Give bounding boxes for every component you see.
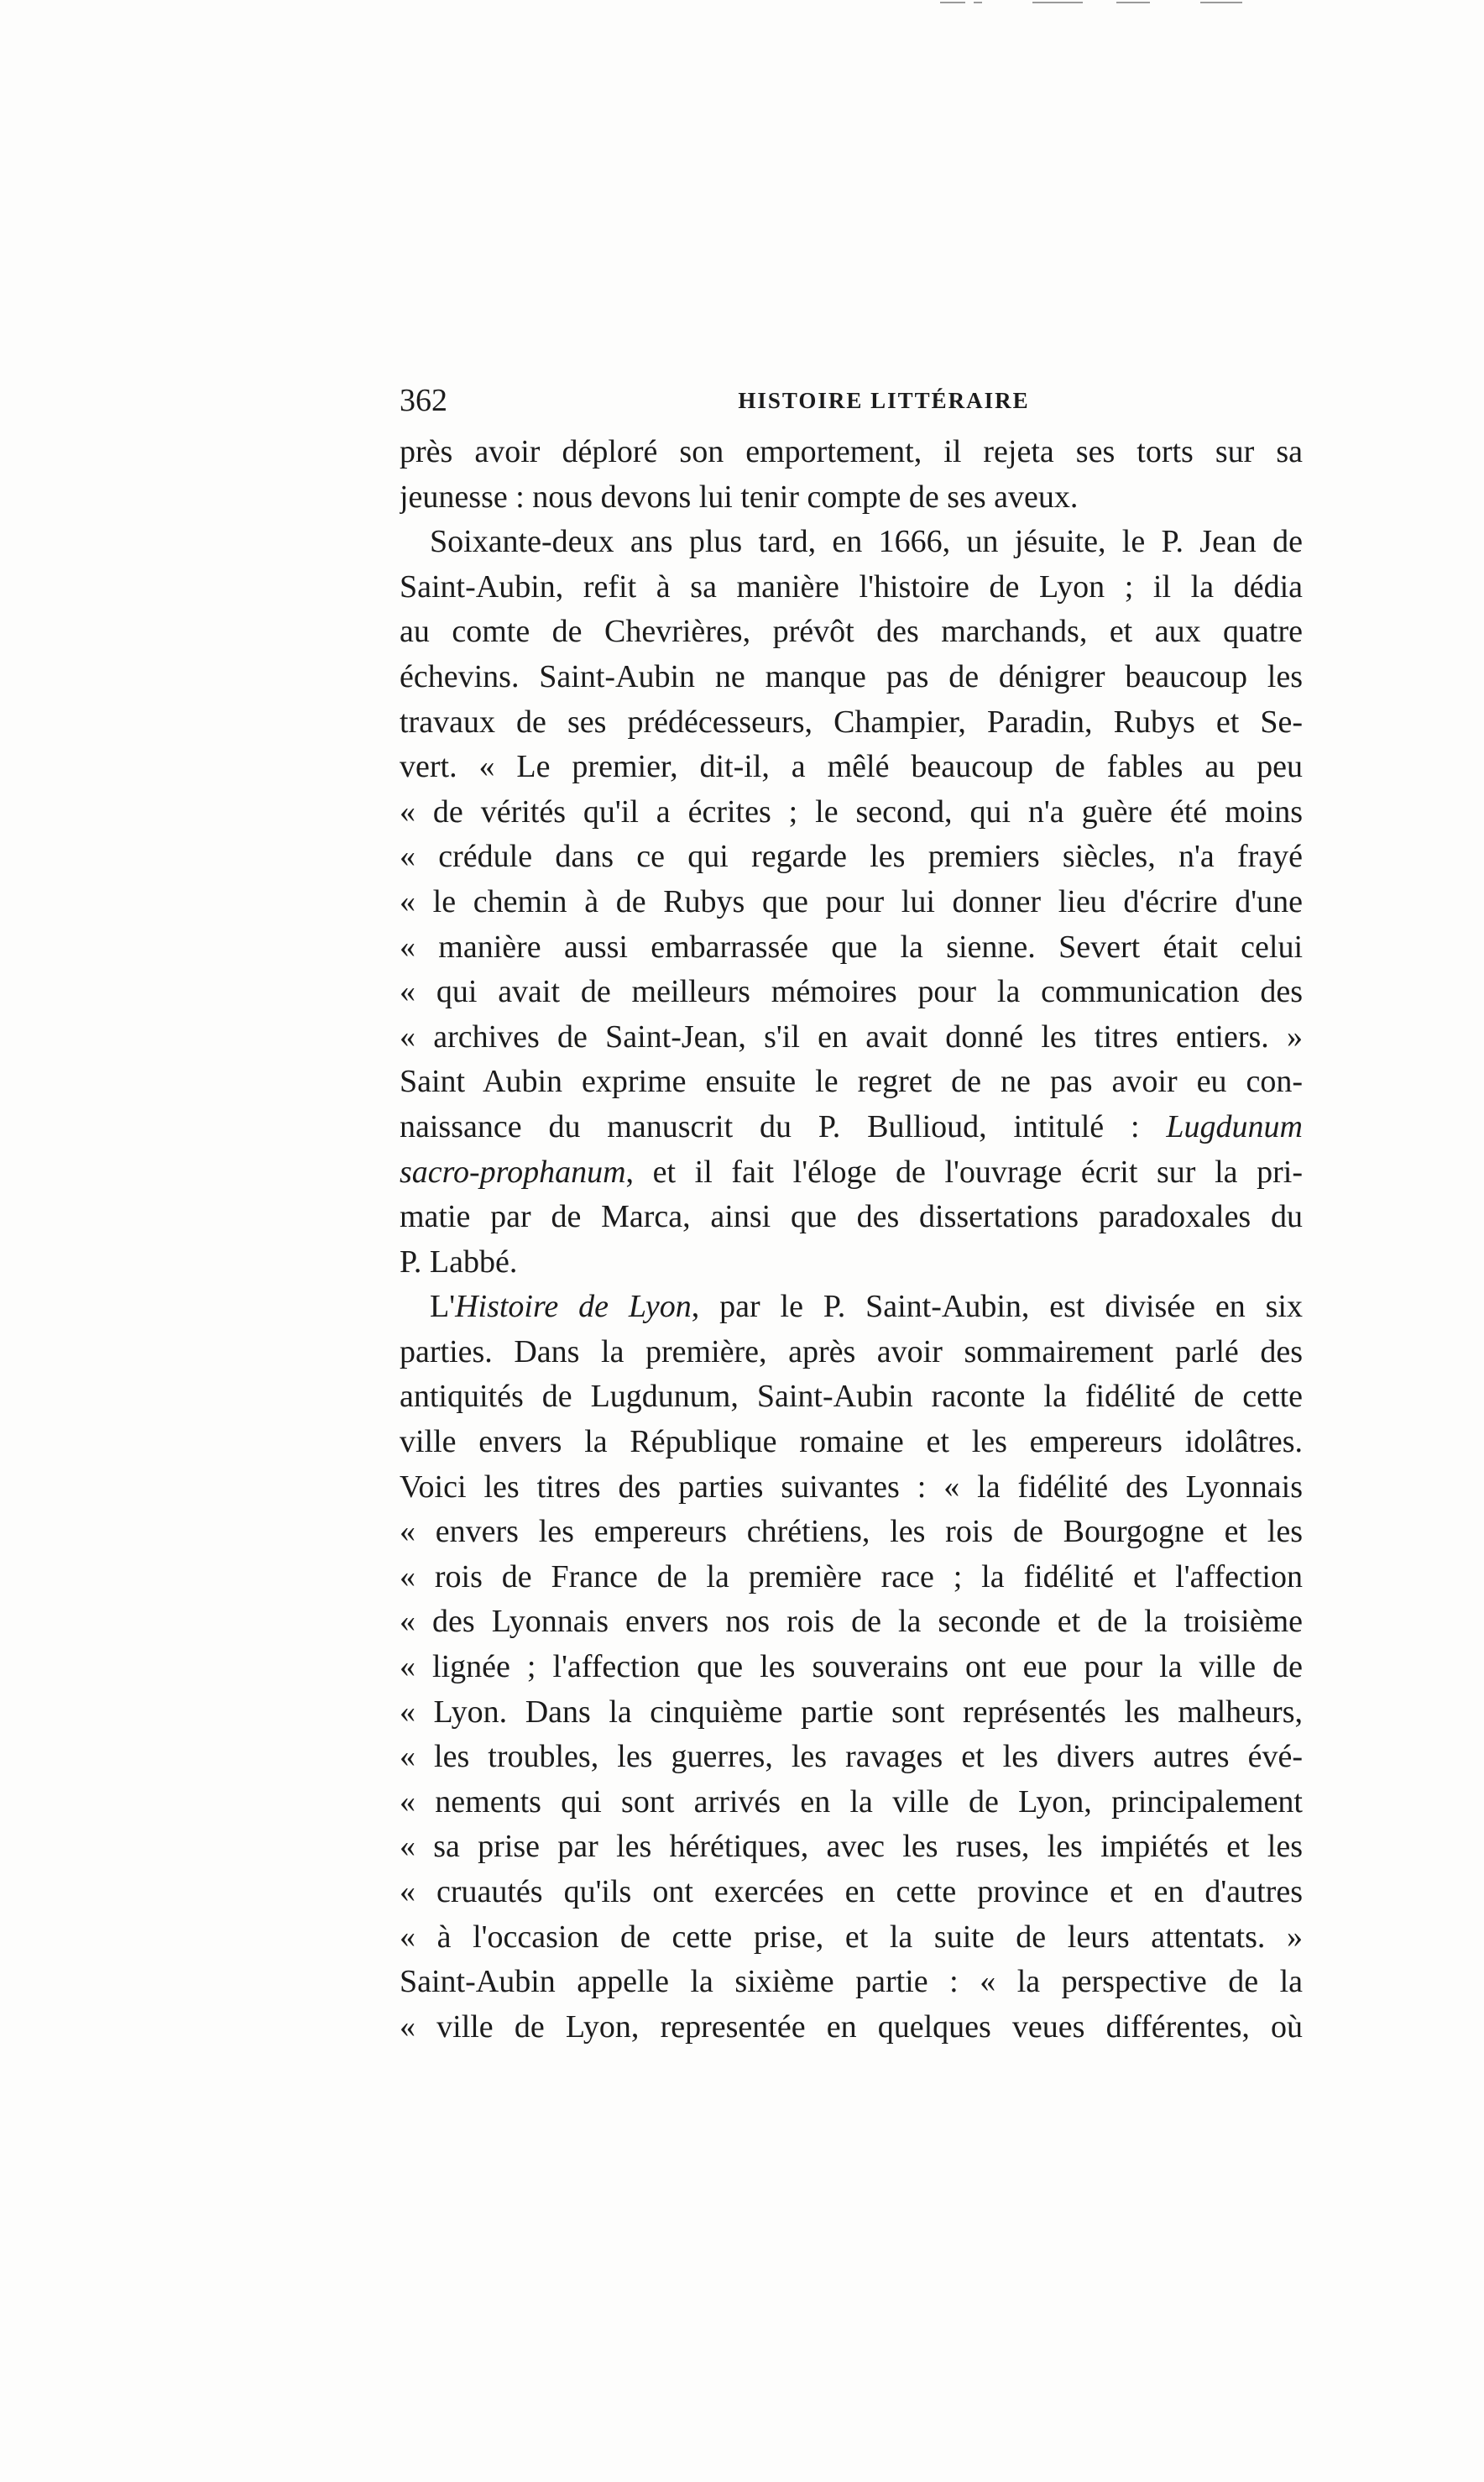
- text-line: [400, 970, 1303, 1015]
- line-text: parties. Dans la première, après avoir sommairement parlé des: [400, 1333, 1303, 1369]
- text-line: [400, 1105, 1303, 1150]
- line-text: « crédule dans ce qui regarde les premiers siècles, n'a frayé: [400, 839, 1303, 875]
- line-text: échevins. Saint-Aubin ne manque pas de dénigrer beaucoup les: [400, 658, 1303, 694]
- text-line: [400, 700, 1303, 746]
- line-text: L': [430, 1289, 456, 1325]
- text-line: [400, 925, 1303, 971]
- text-line: [400, 1915, 1303, 1961]
- text-line: [400, 745, 1303, 790]
- text-line: [400, 565, 1303, 610]
- text-line: [400, 475, 1303, 521]
- text-line: [400, 1015, 1303, 1060]
- text-line: [400, 655, 1303, 700]
- text-line: [400, 1735, 1303, 1780]
- text-line: [400, 835, 1303, 880]
- line-text: « ville de Lyon, representée en quelques veues différentes, où: [400, 2008, 1303, 2045]
- line-text: , par le P. Saint-Aubin, est divisée en six: [691, 1289, 1303, 1325]
- text-line: [400, 1555, 1303, 1600]
- italic-title: Lugdunum: [1166, 1108, 1303, 1144]
- text-line: [400, 430, 1303, 475]
- line-text: jeunesse : nous devons lui tenir compte de ses aveux.: [400, 479, 1079, 515]
- line-text: antiquités de Lugdunum, Saint-Aubin raconte la fidélité de cette: [400, 1379, 1303, 1415]
- running-title: HISTOIRE LITTÉRAIRE: [738, 388, 1030, 413]
- line-text: « envers les empereurs chrétiens, les rois de Bourgogne et les: [400, 1514, 1303, 1550]
- line-text: naissance du manuscrit du P. Bullioud, intitulé :: [400, 1108, 1167, 1144]
- text-line: [400, 1150, 1303, 1196]
- text-line: [400, 520, 1303, 565]
- line-text: près avoir déploré son emportement, il rejeta ses torts sur sa: [400, 434, 1303, 469]
- text-line: [400, 1375, 1303, 1420]
- line-text: « Lyon. Dans la cinquième partie sont représentés les malheurs,: [400, 1694, 1303, 1730]
- text-line: [400, 1330, 1303, 1375]
- line-text: Soixante-deux ans plus tard, en 1666, un jésuite, le P. Jean de: [430, 524, 1303, 560]
- line-text: matie par de Marca, ainsi que des dissertations paradoxales du: [400, 1199, 1303, 1235]
- line-text: « le chemin à de Rubys que pour lui donner lieu d'écrire d'une: [400, 883, 1303, 919]
- text-line: [400, 790, 1303, 835]
- line-text: Voici les titres des parties suivantes : « la fidélité des Lyonnais: [400, 1469, 1303, 1505]
- text-line: [400, 1825, 1303, 1870]
- line-text: Saint Aubin exprime ensuite le regret de ne pas avoir eu con-: [400, 1064, 1303, 1100]
- line-text: , et il fait l'éloge de l'ouvrage écrit sur la pri-: [625, 1154, 1303, 1190]
- line-text: « nements qui sont arrivés en la ville de Lyon, principalement: [400, 1783, 1303, 1820]
- scan-edge-marks: [923, 0, 1259, 5]
- text-line: [400, 1600, 1303, 1645]
- line-text: Saint-Aubin, refit à sa manière l'histoire de Lyon ; il la dédia: [400, 568, 1303, 605]
- text-line: [400, 1960, 1303, 2005]
- text-line: [400, 1420, 1303, 1465]
- body-text: [400, 430, 1303, 2050]
- text-line: [400, 1645, 1303, 1690]
- italic-title: Histoire de Lyon: [455, 1289, 692, 1325]
- text-line: [400, 1780, 1303, 1825]
- line-text: « les troubles, les guerres, les ravages et les divers autres évé-: [400, 1739, 1303, 1775]
- text-line: [400, 1510, 1303, 1555]
- line-text: « cruautés qu'ils ont exercées en cette province et en d'autres: [400, 1874, 1303, 1909]
- text-line: [400, 1465, 1303, 1511]
- line-text: « des Lyonnais envers nos rois de la seconde et de la troisième: [400, 1604, 1303, 1640]
- text-line: [400, 2005, 1303, 2050]
- line-text: « rois de France de la première race ; la fidélité et l'affection: [400, 1558, 1303, 1594]
- line-text: au comte de Chevrières, prévôt des marchands, et aux quatre: [400, 614, 1303, 650]
- text-line: [400, 1060, 1303, 1105]
- text-line: [400, 1240, 1303, 1286]
- text-line: [400, 1285, 1303, 1330]
- italic-title: sacro-prophanum: [400, 1154, 626, 1190]
- line-text: « qui avait de meilleurs mémoires pour la communication des: [400, 974, 1303, 1010]
- line-text: vert. « Le premier, dit-il, a mêlé beaucoup de fables au peu: [400, 749, 1303, 785]
- line-text: « de vérités qu'il a écrites ; le second, qui n'a guère été moins: [400, 793, 1303, 830]
- text-line: [400, 1870, 1303, 1915]
- line-text: « sa prise par les hérétiques, avec les ruses, les impiétés et les: [400, 1829, 1303, 1865]
- running-head: [400, 380, 1301, 422]
- line-text: P. Labbé.: [400, 1244, 518, 1280]
- line-text: « lignée ; l'affection que les souverains ont eue pour la ville de: [400, 1649, 1303, 1685]
- line-text: Saint-Aubin appelle la sixième partie : « la perspective de la: [400, 1964, 1303, 2000]
- text-line: [400, 610, 1303, 655]
- text-line: [400, 880, 1303, 925]
- line-text: ville envers la République romaine et les empereurs idolâtres.: [400, 1424, 1303, 1460]
- line-text: « à l'occasion de cette prise, et la suite de leurs attentats. »: [400, 1919, 1303, 1955]
- line-text: travaux de ses prédécesseurs, Champier, Paradin, Rubys et Se-: [400, 704, 1303, 740]
- text-line: [400, 1195, 1303, 1240]
- line-text: « archives de Saint-Jean, s'il en avait donné les titres entiers. »: [400, 1018, 1303, 1055]
- line-text: « manière aussi embarrassée que la sienne. Severt était celui: [400, 929, 1303, 965]
- text-line: [400, 1690, 1303, 1736]
- page-number: 362: [400, 383, 447, 418]
